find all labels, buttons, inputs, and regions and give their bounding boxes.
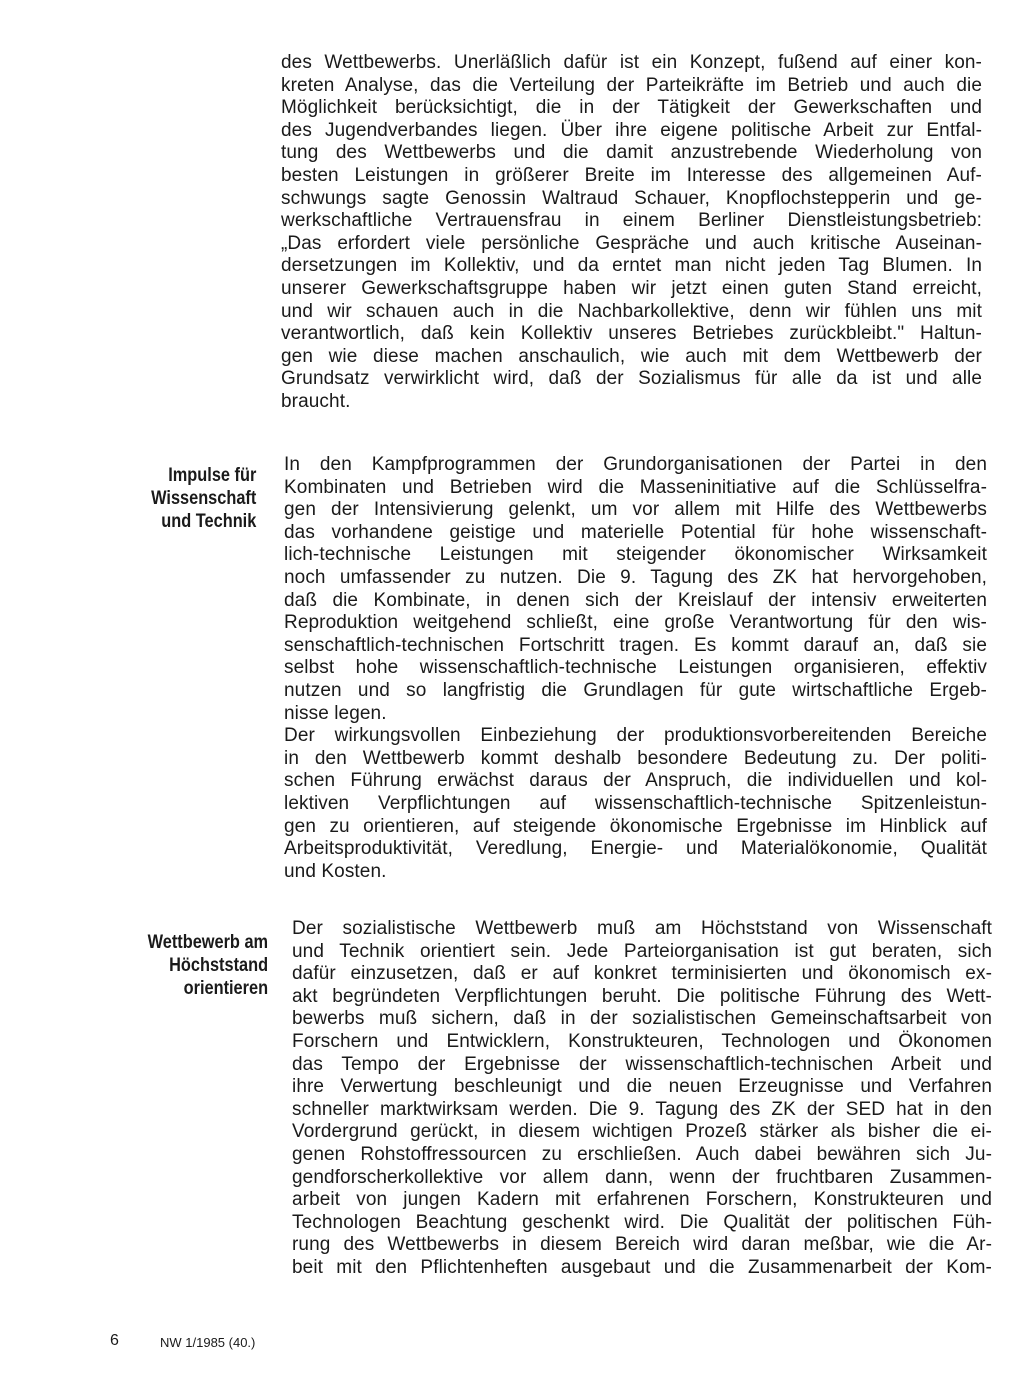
paragraph-impulse-wissenschaft [284, 454, 987, 883]
text-line: gendforscherkollektive vor allem dann, wenn der fruchtbaren Zusammen- [292, 1166, 992, 1188]
heading-line: orientieren [183, 978, 268, 999]
text-line: gen wie diese machen anschaulich, wie auch mit dem Wettbewerb der [281, 345, 982, 367]
text-line: Reproduktion weitgehend schließt, eine große Verantwortung für den wis- [284, 612, 987, 634]
text-line: schwungs sagte Genossin Waltraud Schauer, Knopflochstepperin und ge- [281, 187, 982, 209]
text-line: das vorhandene geistige und materielle Potential für hohe wissenschaft- [284, 521, 987, 543]
text-line: Möglichkeit berücksichtigt, die in der Tätigkeit der Gewerkschaften und [281, 97, 982, 119]
side-heading-wettbewerb [148, 931, 268, 1000]
text-line: des Jugendverbandes liegen. Über ihre eigene politische Arbeit zur Entfal- [281, 119, 982, 141]
text-line: genen Rohstoffressourcen zu erschließen. Auch dabei bewähren sich Ju- [292, 1143, 992, 1165]
heading-line: Wettbewerb am [147, 932, 268, 953]
text-line: in den Wettbewerb kommt deshalb besondere Bedeutung zu. Der politi- [284, 747, 987, 769]
text-line: daß die Kombinate, in denen sich der Kreislauf der intensiv erweiterten [284, 589, 987, 611]
text-line: tung des Wettbewerbs und die damit anzustrebende Wiederholung von [281, 142, 982, 164]
text-line: lektiven Verpflichtungen auf wissenschaftlich-technische Spitzenleistun- [284, 792, 987, 814]
heading-line: Höchststand [169, 955, 268, 976]
text-line: gen zu orientieren, auf steigende ökonomische Ergebnisse im Hinblick auf [284, 815, 987, 837]
text-line: selbst hohe wissenschaftlich-technische Leistungen organisieren, effektiv [284, 657, 987, 679]
heading-line: Impulse für [167, 465, 256, 486]
text-line: verantwortlich, daß kein Kollektiv unseres Betriebes zurückbleibt." Haltun- [281, 323, 982, 345]
text-line: unserer Gewerkschaftsgruppe haben wir jetzt einen guten Stand erreicht, [281, 277, 982, 299]
text-line: Der sozialistische Wettbewerb muß am Höchststand von Wissenschaft [292, 918, 992, 939]
text-line: Technologen Beachtung geschenkt wird. Die Qualität der politischen Füh- [292, 1211, 992, 1233]
text-line: Arbeitsproduktivität, Veredlung, Energie- und Materialökonomie, Qualität [284, 838, 987, 860]
heading-line: und Technik [160, 511, 256, 532]
text-line: gen der Intensivierung gelenkt, um vor allem mit Hilfe des Wettbewerbs [284, 499, 987, 521]
text-line: kreten Analyse, das die Verteilung der Parteikräfte im Betrieb und auch die [281, 74, 982, 96]
text-line: und wir schauen auch in die Nachbarkollektive, denn wir fühlen uns mit [281, 300, 982, 322]
text-line: akt begründeten Verpflichtungen beruht. Die politische Führung des Wett- [292, 985, 992, 1007]
text-line: Grundsatz verwirklicht wird, daß der Sozialismus für alle da ist und alle [281, 368, 982, 390]
text-line: schen Führung erwächst daraus der Anspruch, die individuellen und kol- [284, 770, 987, 792]
text-line: dafür einzusetzen, daß er auf konkret terminisierten und ökonomisch ex- [292, 963, 992, 985]
text-line: schneller marktwirksam werden. Die 9. Tagung des ZK der SED hat in den [292, 1098, 992, 1120]
text-line: und Kosten. [284, 860, 387, 882]
text-line: braucht. [281, 390, 351, 412]
text-line: arbeit von jungen Kadern mit erfahrenen Forschern, Konstrukteuren und [292, 1189, 992, 1211]
text-line: Der wirkungsvollen Einbeziehung der produktionsvorbereitenden Bereiche [284, 725, 987, 747]
text-line: senschaftlich-technischen Fortschritt tragen. Es kommt darauf an, daß sie [284, 634, 987, 656]
page-number: 6 [110, 1332, 119, 1349]
text-line: rung des Wettbewerbs in diesem Bereich wird daran meßbar, wie die Ar- [292, 1234, 992, 1256]
text-line: nisse legen. [284, 702, 387, 724]
text-line: lich-technische Leistungen mit steigender ökonomischer Wirksamkeit [284, 544, 987, 566]
text-line: nutzen und so langfristig die Grundlagen für gute wirtschaftliche Ergeb- [284, 679, 987, 701]
text-line: Forschern und Entwicklern, Konstrukteuren, Technologen und Ökonomen [292, 1030, 992, 1052]
text-line: werkschaftliche Vertrauensfrau in einem Berliner Dienstleistungsbetrieb: [281, 210, 982, 232]
text-line: dersetzungen im Kollektiv, und da erntet man nicht jeden Tag Blumen. In [281, 255, 982, 277]
paragraph-continuation [281, 52, 982, 414]
text-line: Vordergrund gerückt, in diesem wichtigen Prozeß stärker als bisher die ei- [292, 1121, 992, 1143]
text-line: des Wettbewerbs. Unerläßlich dafür ist ein Konzept, fußend auf einer kon- [281, 52, 982, 73]
text-line: „Das erfordert viele persönliche Gespräche und auch kritische Auseinan- [281, 232, 982, 254]
text-line: das Tempo der Ergebnisse der wissenschaftlich-technischen Arbeit und [292, 1053, 992, 1075]
text-line: noch umfassender zu nutzen. Die 9. Tagung des ZK hat hervorgehoben, [284, 566, 987, 588]
text-line: In den Kampfprogrammen der Grundorganisationen der Partei in den [284, 454, 987, 475]
heading-line: Wissenschaft [150, 488, 256, 509]
text-line: bewerbs muß sichern, daß in der sozialistischen Gemeinschaftsarbeit von [292, 1008, 992, 1030]
paragraph-wettbewerb-hoechststand [292, 918, 992, 1280]
text-line: ihre Verwertung beschleunigt und die neuen Erzeugnisse und Verfahren [292, 1076, 992, 1098]
text-line: und Technik orientiert sein. Jede Parteiorganisation ist gut beraten, sich [292, 940, 992, 962]
journal-reference: NW 1/1985 (40.) [160, 1335, 256, 1350]
text-line: Kombinaten und Betrieben wird die Masseninitiative auf die Schlüsselfra- [284, 476, 987, 498]
side-heading-impulse [151, 464, 256, 533]
text-line: besten Leistungen in größerer Breite im Interesse des allgemeinen Auf- [281, 164, 982, 186]
text-line: beit mit den Pflichtenheften ausgebaut und die Zusammenarbeit der Kom- [292, 1256, 992, 1278]
